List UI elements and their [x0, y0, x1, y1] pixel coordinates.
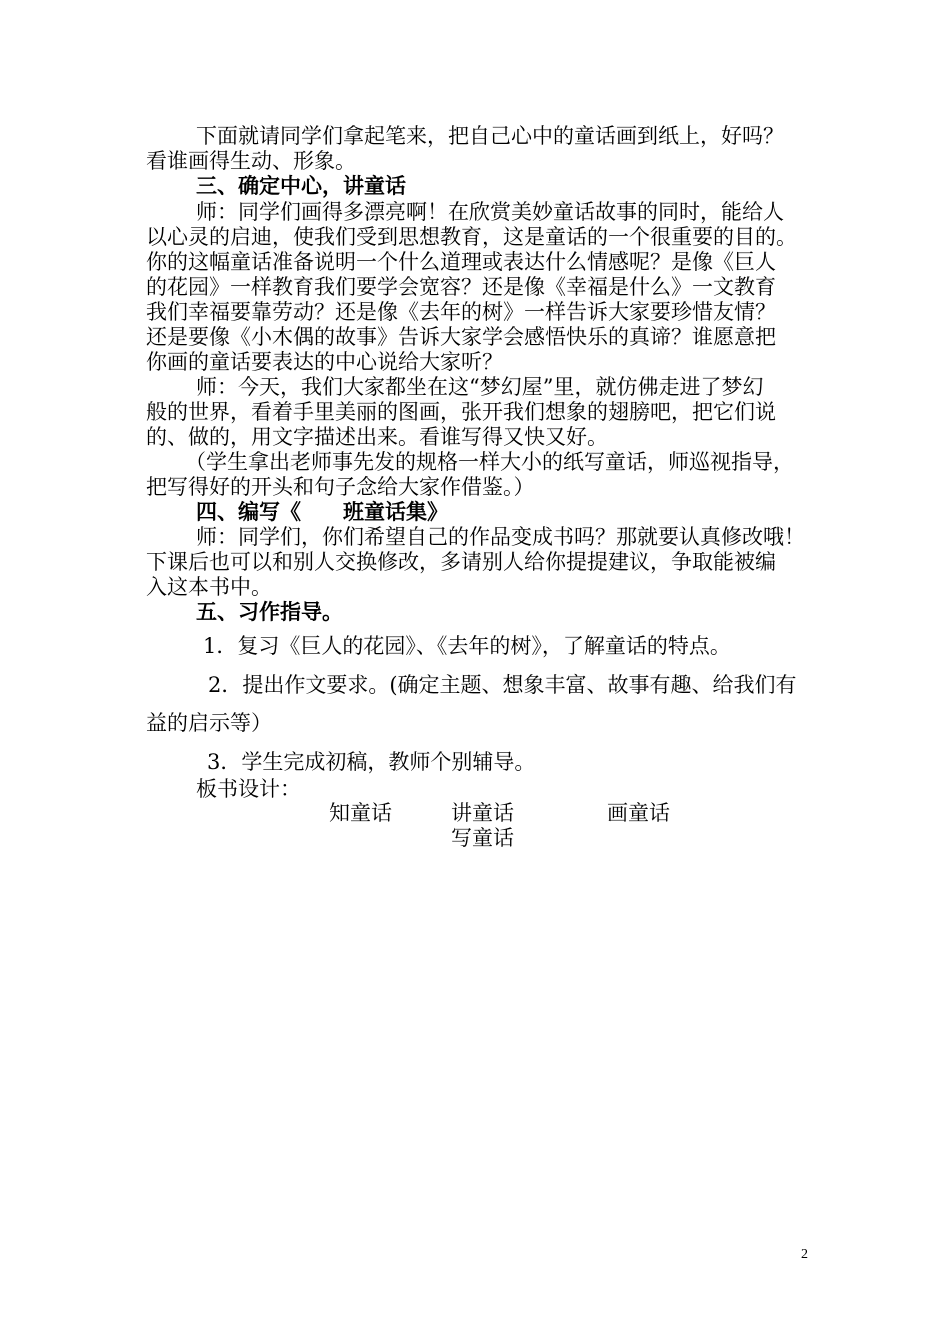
- paragraph-2-line-7: 你画的童话要表达的中心说给大家听？: [146, 350, 503, 374]
- step-1: 1．复习《巨人的花园》、《去年的树》，了解童话的特点。: [203, 634, 731, 658]
- board-design-label: 板书设计：: [196, 777, 301, 801]
- step-2-line-2: 益的启示等）: [146, 711, 272, 735]
- step-2-line-1: 2．提出作文要求。(确定主题、想象丰富、故事有趣、给我们有: [208, 673, 797, 697]
- section-3-heading: 三、确定中心，讲童话: [196, 173, 406, 198]
- page-number: 2: [801, 1247, 808, 1262]
- board-item-write-fairytale: 写童话: [451, 826, 514, 850]
- paragraph-2-line-4: 的花园》一样教育我们要学会宽容？还是像《幸福是什么》一文教育: [146, 275, 776, 299]
- board-item-draw-fairytale: 画童话: [607, 801, 670, 825]
- paragraph-5-line-3: 入这本书中。: [146, 575, 272, 599]
- paragraph-5-line-1: 师：同学们，你们希望自己的作品变成书吗？那就要认真修改哦！: [196, 525, 805, 549]
- board-item-tell-fairytale: 讲童话: [451, 801, 514, 825]
- paragraph-1-line-1: 下面就请同学们拿起笔来，把自己心中的童话画到纸上，好吗？: [196, 124, 784, 148]
- section-5-heading: 五、习作指导。: [196, 599, 343, 624]
- paragraph-1-line-2: 看谁画得生动、形象。: [146, 149, 356, 173]
- paragraph-2-line-1: 师：同学们画得多漂亮啊！在欣赏美妙童话故事的同时，能给人: [196, 200, 784, 224]
- paragraph-3-line-2: 般的世界，看着手里美丽的图画，张开我们想象的翅膀吧，把它们说: [146, 400, 776, 424]
- paragraph-4-line-1: （学生拿出老师事先发的规格一样大小的纸写童话，师巡视指导，: [185, 450, 794, 474]
- paragraph-3-line-3: 的、做的，用文字描述出来。看谁写得又快又好。: [146, 425, 608, 449]
- section-4-heading: 四、编写《 班童话集》: [196, 499, 448, 524]
- board-item-know-fairytale: 知童话: [329, 801, 392, 825]
- paragraph-3-line-1: 师：今天，我们大家都坐在这“梦幻屋”里，就仿佛走进了梦幻: [196, 375, 764, 399]
- paragraph-5-line-2: 下课后也可以和别人交换修改，多请别人给你提提建议，争取能被编: [146, 550, 776, 574]
- step-3: 3．学生完成初稿，教师个别辅导。: [207, 750, 536, 774]
- paragraph-2-line-2: 以心灵的启迪，使我们受到思想教育，这是童话的一个很重要的目的。: [146, 225, 797, 249]
- paragraph-4-line-2: 把写得好的开头和句子念给大家作借鉴。）: [146, 475, 535, 499]
- paragraph-2-line-6: 还是要像《小木偶的故事》告诉大家学会感悟快乐的真谛？谁愿意把: [146, 325, 776, 349]
- paragraph-2-line-3: 你的这幅童话准备说明一个什么道理或表达什么情感呢？是像《巨人: [146, 250, 776, 274]
- paragraph-2-line-5: 我们幸福要靠劳动？还是像《去年的树》一样告诉大家要珍惜友情？: [146, 300, 776, 324]
